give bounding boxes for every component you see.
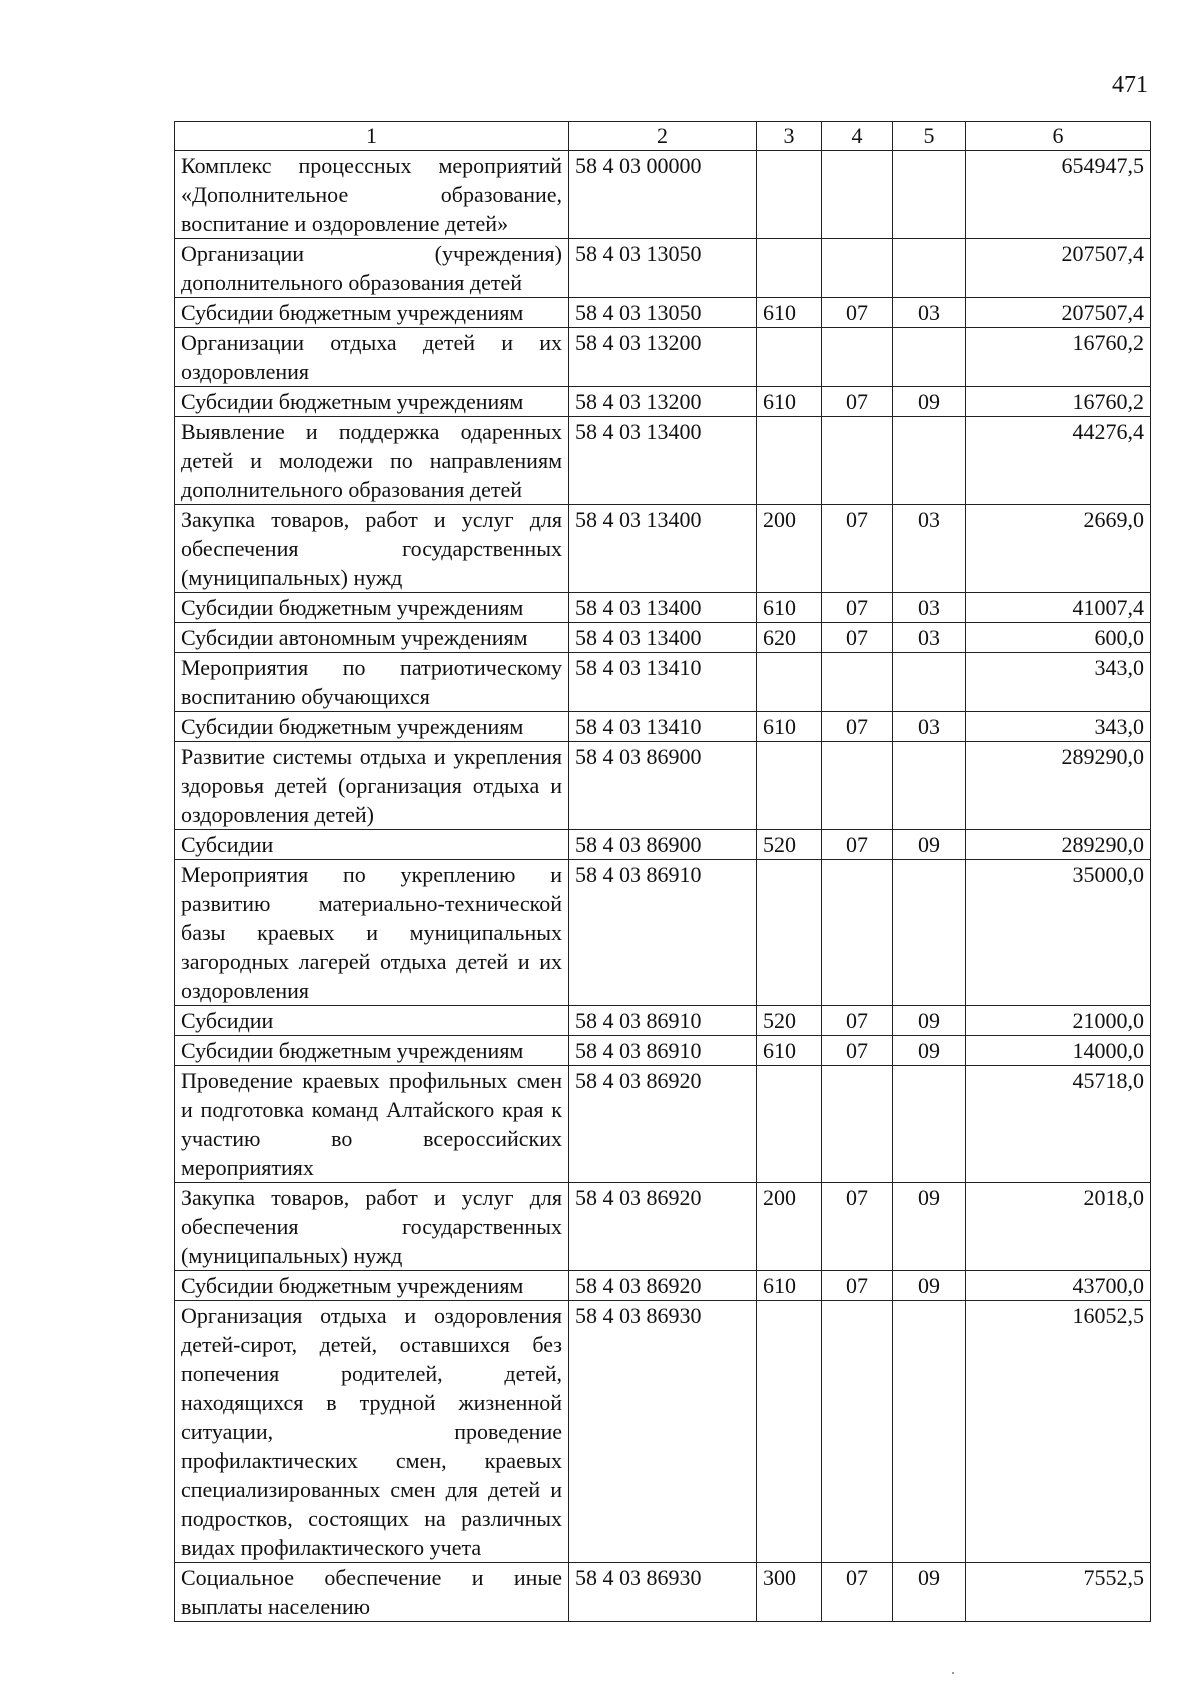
cell-amount: 2018,0	[966, 1183, 1151, 1271]
cell-amount: 16760,2	[966, 387, 1151, 417]
cell-target-code: 58 4 03 13050	[569, 239, 757, 298]
cell-subsection: 09	[893, 1563, 966, 1622]
cell-section	[822, 1066, 893, 1183]
column-header: 6	[966, 122, 1151, 151]
cell-name: Субсидии бюджетным учреждениям	[175, 1036, 569, 1066]
cell-expense-type: 610	[757, 298, 822, 328]
cell-amount: 289290,0	[966, 830, 1151, 860]
cell-target-code: 58 4 03 13400	[569, 593, 757, 623]
cell-expense-type: 300	[757, 1563, 822, 1622]
table-row	[175, 1301, 1151, 1563]
cell-name: Мероприятия по патриотическому воспитанию обучающихся	[175, 653, 569, 712]
cell-target-code: 58 4 03 13400	[569, 623, 757, 653]
cell-subsection: 09	[893, 1183, 966, 1271]
cell-name: Организации отдыха детей и их оздоровления	[175, 328, 569, 387]
cell-amount: 16760,2	[966, 328, 1151, 387]
cell-name: Субсидии	[175, 1006, 569, 1036]
cell-expense-type: 200	[757, 505, 822, 593]
cell-name: Субсидии бюджетным учреждениям	[175, 387, 569, 417]
cell-amount: 14000,0	[966, 1036, 1151, 1066]
cell-name: Субсидии бюджетным учреждениям	[175, 298, 569, 328]
cell-name: Проведение краевых профильных смен и подготовка команд Алтайского края к участию во всероссийских мероприятиях	[175, 1066, 569, 1183]
table-row	[175, 860, 1151, 1006]
cell-name: Организации (учреждения) дополнительного образования детей	[175, 239, 569, 298]
cell-expense-type	[757, 151, 822, 239]
cell-name: Субсидии	[175, 830, 569, 860]
cell-target-code: 58 4 03 86930	[569, 1301, 757, 1563]
table-row	[175, 623, 1151, 653]
cell-target-code: 58 4 03 13400	[569, 417, 757, 505]
cell-subsection: 03	[893, 593, 966, 623]
cell-name: Развитие системы отдыха и укрепления здоровья детей (организация отдыха и оздоровления детей)	[175, 742, 569, 830]
cell-section	[822, 742, 893, 830]
table-row	[175, 298, 1151, 328]
cell-target-code: 58 4 03 13410	[569, 712, 757, 742]
table-row	[175, 151, 1151, 239]
cell-section	[822, 151, 893, 239]
table-row	[175, 239, 1151, 298]
cell-target-code: 58 4 03 00000	[569, 151, 757, 239]
cell-section: 07	[822, 593, 893, 623]
budget-table	[174, 121, 1151, 1622]
table-row	[175, 1066, 1151, 1183]
cell-amount: 16052,5	[966, 1301, 1151, 1563]
cell-amount: 7552,5	[966, 1563, 1151, 1622]
cell-name: Субсидии бюджетным учреждениям	[175, 1271, 569, 1301]
cell-expense-type	[757, 417, 822, 505]
cell-name: Организация отдыха и оздоровления детей-сирот, детей, оставшихся без попечения родителей, детей, находящихся в трудной жизненной ситуации, проведение профилактических смен, краевых специализированных смен для детей и подростков, состоящих на различных видах профилактического учета	[175, 1301, 569, 1563]
cell-subsection: 03	[893, 505, 966, 593]
cell-section: 07	[822, 387, 893, 417]
column-header: 5	[893, 122, 966, 151]
cell-amount: 207507,4	[966, 239, 1151, 298]
cell-subsection	[893, 860, 966, 1006]
cell-expense-type	[757, 742, 822, 830]
cell-target-code: 58 4 03 86910	[569, 860, 757, 1006]
cell-section	[822, 239, 893, 298]
cell-expense-type	[757, 860, 822, 1006]
cell-subsection: 03	[893, 712, 966, 742]
table-row	[175, 1006, 1151, 1036]
cell-subsection	[893, 742, 966, 830]
cell-target-code: 58 4 03 13050	[569, 298, 757, 328]
cell-subsection: 03	[893, 298, 966, 328]
table-row	[175, 1036, 1151, 1066]
table-header-row	[175, 122, 1151, 151]
table-row	[175, 1271, 1151, 1301]
cell-subsection: 09	[893, 1271, 966, 1301]
cell-amount: 44276,4	[966, 417, 1151, 505]
cell-target-code: 58 4 03 86910	[569, 1036, 757, 1066]
cell-target-code: 58 4 03 86900	[569, 742, 757, 830]
cell-section	[822, 653, 893, 712]
cell-section	[822, 860, 893, 1006]
cell-amount: 41007,4	[966, 593, 1151, 623]
cell-amount: 343,0	[966, 653, 1151, 712]
cell-amount: 43700,0	[966, 1271, 1151, 1301]
cell-subsection	[893, 151, 966, 239]
column-header: 4	[822, 122, 893, 151]
cell-section: 07	[822, 1563, 893, 1622]
cell-name: Закупка товаров, работ и услуг для обеспечения государственных (муниципальных) нужд	[175, 505, 569, 593]
cell-section: 07	[822, 1271, 893, 1301]
cell-subsection	[893, 653, 966, 712]
cell-target-code: 58 4 03 13410	[569, 653, 757, 712]
cell-name: Субсидии автономным учреждениям	[175, 623, 569, 653]
cell-target-code: 58 4 03 86920	[569, 1183, 757, 1271]
cell-expense-type: 610	[757, 387, 822, 417]
cell-subsection	[893, 1301, 966, 1563]
cell-target-code: 58 4 03 86920	[569, 1066, 757, 1183]
table-row	[175, 1183, 1151, 1271]
cell-name: Субсидии бюджетным учреждениям	[175, 712, 569, 742]
cell-target-code: 58 4 03 86910	[569, 1006, 757, 1036]
cell-subsection: 09	[893, 1036, 966, 1066]
table-row	[175, 417, 1151, 505]
cell-section: 07	[822, 1036, 893, 1066]
cell-expense-type	[757, 328, 822, 387]
cell-expense-type: 610	[757, 593, 822, 623]
cell-subsection: 09	[893, 1006, 966, 1036]
cell-name: Закупка товаров, работ и услуг для обеспечения государственных (муниципальных) нужд	[175, 1183, 569, 1271]
cell-name: Субсидии бюджетным учреждениям	[175, 593, 569, 623]
cell-subsection: 03	[893, 623, 966, 653]
scan-speck	[952, 1672, 954, 1674]
cell-expense-type: 520	[757, 830, 822, 860]
table-row	[175, 593, 1151, 623]
cell-section: 07	[822, 623, 893, 653]
table-row	[175, 1563, 1151, 1622]
cell-expense-type: 610	[757, 1036, 822, 1066]
cell-expense-type	[757, 239, 822, 298]
column-header: 1	[175, 122, 569, 151]
cell-expense-type	[757, 653, 822, 712]
cell-target-code: 58 4 03 86930	[569, 1563, 757, 1622]
table-body	[175, 151, 1151, 1622]
page-number: 471	[1112, 72, 1148, 98]
cell-section: 07	[822, 1006, 893, 1036]
table-row	[175, 830, 1151, 860]
cell-expense-type: 610	[757, 1271, 822, 1301]
cell-section: 07	[822, 830, 893, 860]
column-header: 2	[569, 122, 757, 151]
cell-name: Социальное обеспечение и иные выплаты населению	[175, 1563, 569, 1622]
cell-amount: 289290,0	[966, 742, 1151, 830]
cell-amount: 35000,0	[966, 860, 1151, 1006]
cell-amount: 45718,0	[966, 1066, 1151, 1183]
cell-subsection	[893, 1066, 966, 1183]
cell-section: 07	[822, 1183, 893, 1271]
cell-target-code: 58 4 03 86900	[569, 830, 757, 860]
table-row	[175, 712, 1151, 742]
table-row	[175, 742, 1151, 830]
cell-name: Мероприятия по укреплению и развитию материально-технической базы краевых и муниципальных загородных лагерей отдыха детей и их оздоровления	[175, 860, 569, 1006]
cell-section: 07	[822, 505, 893, 593]
table-row	[175, 505, 1151, 593]
cell-amount: 600,0	[966, 623, 1151, 653]
cell-target-code: 58 4 03 13400	[569, 505, 757, 593]
cell-name: Комплекс процессных мероприятий «Дополнительное образование, воспитание и оздоровление детей»	[175, 151, 569, 239]
cell-amount: 343,0	[966, 712, 1151, 742]
cell-amount: 21000,0	[966, 1006, 1151, 1036]
cell-amount: 2669,0	[966, 505, 1151, 593]
cell-expense-type	[757, 1066, 822, 1183]
cell-amount: 654947,5	[966, 151, 1151, 239]
cell-subsection	[893, 417, 966, 505]
cell-section	[822, 417, 893, 505]
cell-section	[822, 328, 893, 387]
table-row	[175, 653, 1151, 712]
cell-expense-type: 610	[757, 712, 822, 742]
cell-subsection	[893, 328, 966, 387]
cell-subsection: 09	[893, 830, 966, 860]
cell-subsection: 09	[893, 387, 966, 417]
table-row	[175, 328, 1151, 387]
cell-section: 07	[822, 712, 893, 742]
cell-expense-type: 520	[757, 1006, 822, 1036]
cell-expense-type: 200	[757, 1183, 822, 1271]
table-row	[175, 387, 1151, 417]
cell-target-code: 58 4 03 86920	[569, 1271, 757, 1301]
cell-section	[822, 1301, 893, 1563]
cell-expense-type	[757, 1301, 822, 1563]
cell-expense-type: 620	[757, 623, 822, 653]
cell-target-code: 58 4 03 13200	[569, 387, 757, 417]
cell-subsection	[893, 239, 966, 298]
cell-target-code: 58 4 03 13200	[569, 328, 757, 387]
column-header: 3	[757, 122, 822, 151]
cell-name: Выявление и поддержка одаренных детей и молодежи по направлениям дополнительного образования детей	[175, 417, 569, 505]
cell-section: 07	[822, 298, 893, 328]
cell-amount: 207507,4	[966, 298, 1151, 328]
